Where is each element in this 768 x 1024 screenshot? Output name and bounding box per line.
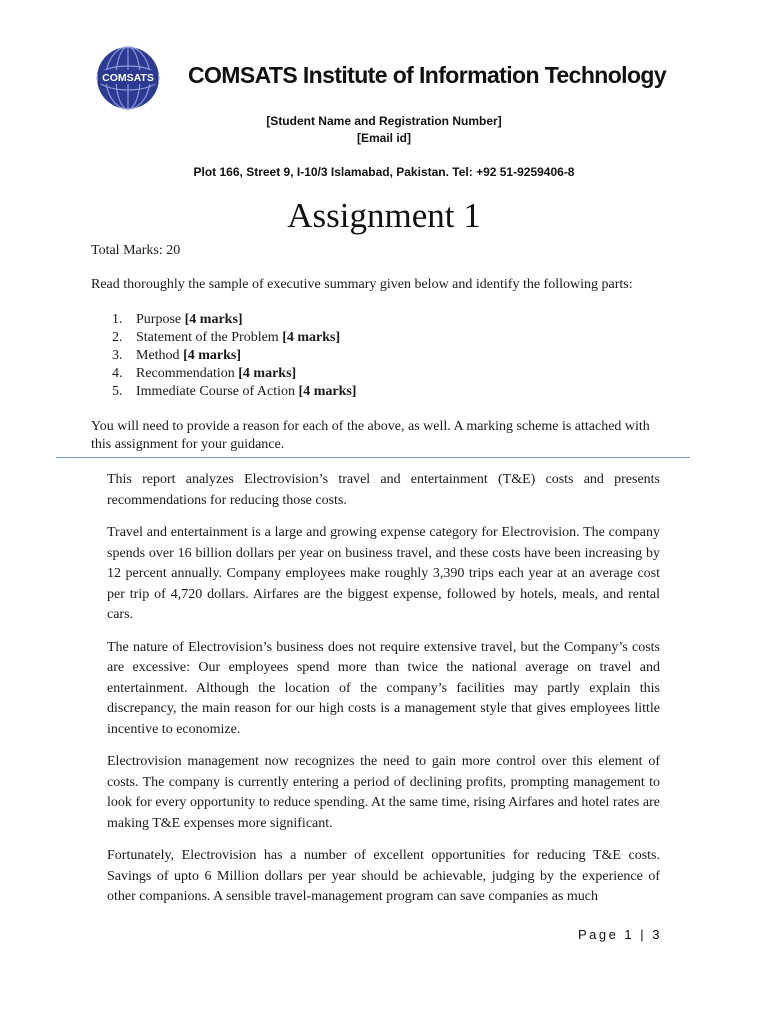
requirements-list [112,311,356,401]
list-item: 5. Immediate Course of Action [4 marks] [112,384,357,399]
note-text: You will need to provide a reason for each of the above, as well. A marking scheme is attached with this assignment for your guidance. [91,419,650,452]
summary-paragraph: This report analyzes Electrovision’s travel and entertainment (T&E) costs and presents recommendations for reducing those costs. [107,472,660,508]
svg-text:COMSATS: COMSATS [102,72,154,84]
section-divider [56,457,690,458]
comsats-logo [96,46,160,110]
summary-paragraph: Electrovision management now recognizes the need to gain more control over this element of costs. The company is currently entering a period of declining profits, prompting management to look for every opportunity to reduce spending. At the same time, rising Airfares and hotel rates are making T&E expenses more significant. [107,754,660,831]
total-marks: Total Marks: 20 [91,243,181,258]
executive-summary [107,470,660,920]
summary-paragraph: Travel and entertainment is a large and growing expense category for Electrovision. The company spends over 16 billion dollars per year on business travel, and these costs have been increasing by 12 percent annually. Company employees make roughly 3,390 trips each year at an average cost per trip of 4,720 dollars. Airfares are the biggest expense, followed by hotels, meals, and rental cars. [107,525,660,622]
list-item: 4. Recommendation [4 marks] [112,366,297,381]
list-item: 3. Method [4 marks] [112,348,241,363]
summary-paragraph: Fortunately, Electrovision has a number of excellent opportunities for reducing T&E costs. Savings of upto 6 Million dollars per year should be achievable, judging by the experience of other companions. A sensible travel-management program can save companies as much [107,848,660,904]
email-line: [Email id] [356,131,411,145]
summary-paragraph: The nature of Electrovision’s business does not require extensive travel, but the Company’s costs are excessive: Our employees spend more than twice the national average on travel and entertainment. Although the location of the company’s facilities may partly explain this discrepancy, the main reason for our high costs is a management style that gives employees little incentive to economize. [107,639,660,737]
assignment-title: Assignment 1 [287,196,481,235]
address-line: Plot 166, Street 9, I-10/3 Islamabad, Pakistan. Tel: +92 51-9259406-8 [193,165,575,179]
institution-title: COMSATS Institute of Information Technology [188,62,667,88]
list-item: 2. Statement of the Problem [4 marks] [112,330,341,345]
student-name-line: [Student Name and Registration Number] [266,114,502,128]
intro-text: Read thoroughly the sample of executive summary given below and identify the following parts: [91,277,633,292]
page-number: Page 1 | 3 [577,927,662,942]
list-item: 1. Purpose [4 marks] [112,312,243,327]
